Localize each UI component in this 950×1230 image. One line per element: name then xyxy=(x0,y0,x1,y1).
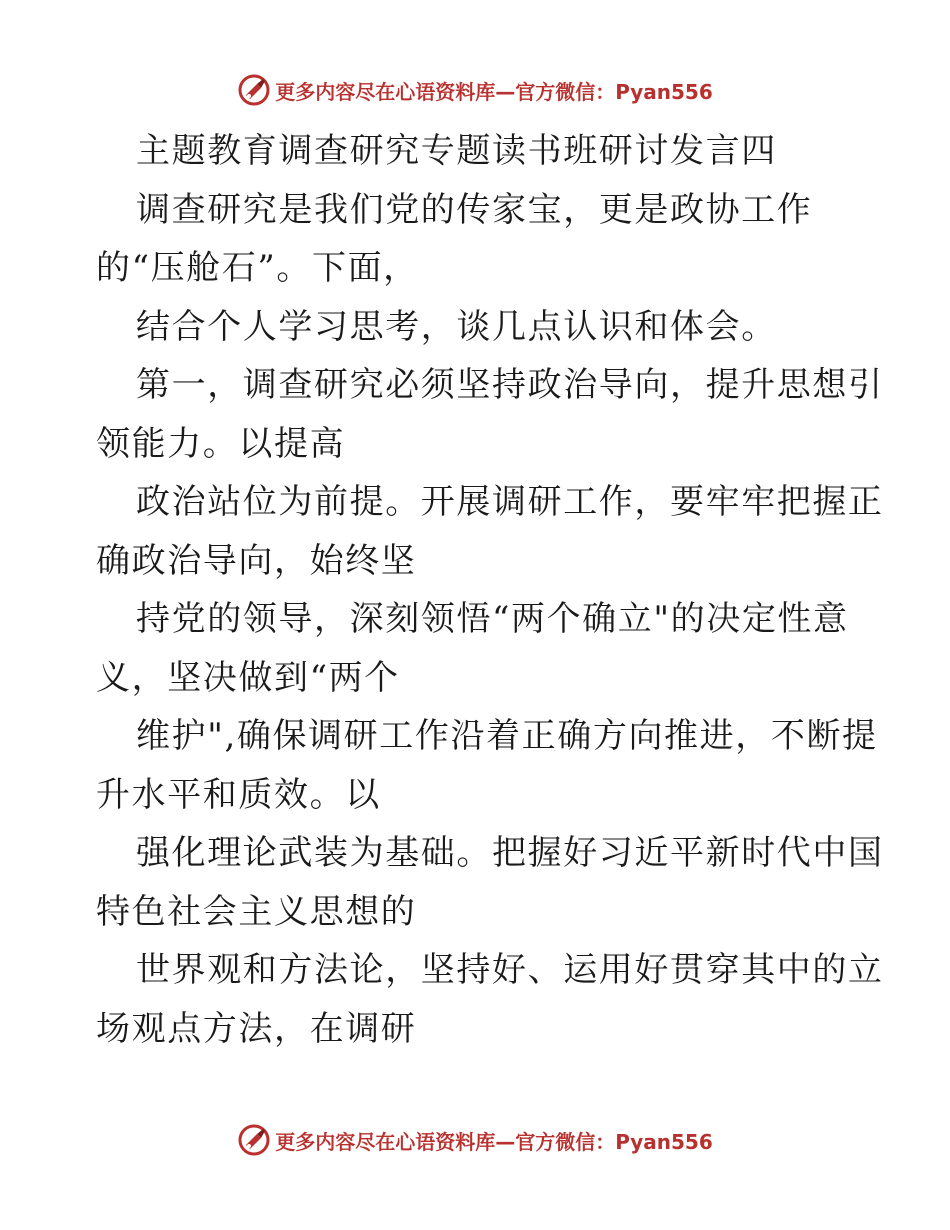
paragraph-line: 强化理论武装为基础。把握好习近平新时代中国 xyxy=(136,833,884,873)
paragraph-line: 维护",确保调研工作沿着正确方向推进，不断提 xyxy=(136,716,878,756)
paragraph-line: 的“压舱石”。下面， xyxy=(96,248,419,288)
paragraph-line: 世界观和方法论，坚持好、运用好贯穿其中的立 xyxy=(136,950,884,990)
pen-nib-logo-icon xyxy=(237,1123,271,1157)
header-banner xyxy=(0,68,950,112)
paragraph-line: 特色社会主义思想的 xyxy=(96,891,417,932)
paragraph-line: 升水平和质效。以 xyxy=(96,774,381,815)
banner-text: 更多内容尽在心语资料库—官方微信：Pyan556 xyxy=(275,1129,713,1154)
paragraph-line: 义，坚决做到“两个 xyxy=(96,657,400,698)
banner-text: 更多内容尽在心语资料库—官方微信：Pyan556 xyxy=(275,79,713,104)
paragraph-line: 持党的领导，深刻领悟“两个确立"的决定性意 xyxy=(136,599,849,639)
paragraph-line: 第一，调查研究必须坚持政治导向，提升思想引 xyxy=(136,365,884,405)
paragraph-line: 场观点方法，在调研 xyxy=(96,1008,417,1049)
document-title: 主题教育调查研究专题读书班研讨发言四 xyxy=(136,131,777,171)
document-body xyxy=(96,122,884,1058)
paragraph-line: 领能力。以提高 xyxy=(96,423,346,464)
footer-banner xyxy=(0,1118,950,1162)
pen-nib-logo-icon xyxy=(237,73,271,107)
paragraph-line: 政治站位为前提。开展调研工作，要牢牢把握正 xyxy=(136,482,884,522)
paragraph-line: 结合个人学习思考，谈几点认识和体会。 xyxy=(136,306,777,347)
paragraph-line: 确政治导向，始终坚 xyxy=(96,540,417,581)
paragraph-line: 调查研究是我们党的传家宝，更是政协工作 xyxy=(136,189,813,230)
